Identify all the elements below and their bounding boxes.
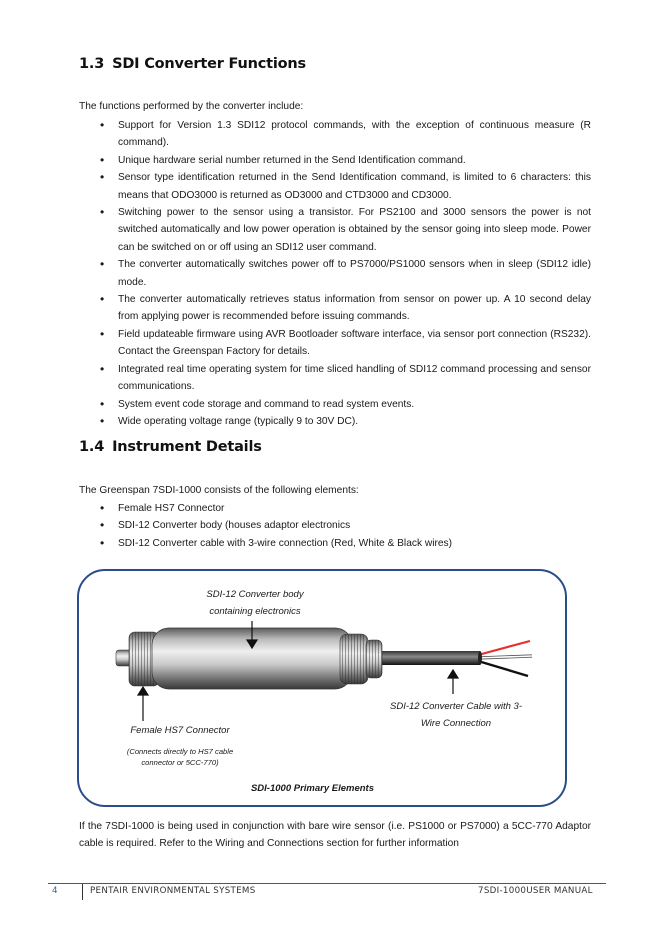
section-number: 1.4 bbox=[79, 439, 105, 455]
list-item: • SDI-12 Converter body (houses adaptor electronics bbox=[79, 517, 591, 534]
list-item: • SDI-12 Converter cable with 3-wire connection (Red, White & Black wires) bbox=[79, 535, 591, 552]
list-item: • Female HS7 Connector bbox=[79, 500, 591, 517]
black-wire bbox=[478, 661, 528, 676]
converter-cable bbox=[380, 651, 480, 665]
list-item: • Sensor type identification returned in the Send Identification command, is limited to 6 characters: this means that ODO3000 is returned as OD3000 and CTD3000 and CD3000. bbox=[79, 169, 591, 204]
footer-rule bbox=[48, 883, 606, 884]
list-item: • System event code storage and command to read system events. bbox=[79, 396, 591, 413]
connector-note: (Connects directly to HS7 cable connector or 5CC-770) bbox=[126, 747, 234, 767]
connector-arrow bbox=[138, 687, 148, 721]
list-item: • Support for Version 1.3 SDI12 protocol commands, with the exception of continuous measure (R command). bbox=[79, 117, 591, 152]
list-item: • Wide operating voltage range (typically 9 to 30V DC). bbox=[79, 413, 591, 430]
connector-label: Female HS7 Connector bbox=[130, 725, 230, 736]
list-item: • Unique hardware serial number returned in the Send Identification command. bbox=[79, 152, 591, 169]
list-item: • Field updateable firmware using AVR Bootloader software interface, via sensor port connection (RS232). Contact the Greenspan Factory for details. bbox=[79, 326, 591, 361]
section-number: 1.3 bbox=[79, 56, 105, 72]
footer-manual-title: 7SDI-1000USER MANUAL bbox=[478, 886, 593, 896]
cable-arrow bbox=[448, 670, 458, 694]
figure-caption: SDI-1000 Primary Elements bbox=[250, 783, 375, 794]
list-item: • Integrated real time operating system for time sliced handling of SDI12 command processing and sensor communications. bbox=[79, 361, 591, 396]
list-item: • The converter automatically retrieves status information from sensor on power up. A 10 second delay from applying power is recommended before issuing commands. bbox=[79, 291, 591, 326]
list-item: • Switching power to the sensor using a transistor. For PS2100 and 3000 sensors the power is not switched automatically and low power operation is obtained by the sensor going into sleep mode. Power can be switched on or off using an SDI12 user command. bbox=[79, 204, 591, 256]
list-item: • The converter automatically switches power off to PS7000/PS1000 sensors when in sleep (SDI12 idle) mode. bbox=[79, 256, 591, 291]
cable-label: SDI-12 Converter Cable with 3- Wire Connection bbox=[390, 701, 522, 729]
footer-divider bbox=[82, 884, 83, 900]
section-1-4-intro: The Greenspan 7SDI-1000 consists of the following elements: bbox=[79, 485, 359, 496]
red-wire bbox=[478, 641, 530, 655]
body-label: SDI-12 Converter body containing electronics bbox=[206, 589, 304, 617]
adaptor-note-paragraph: If the 7SDI-1000 is being used in conjunction with bare wire sensor (i.e. PS1000 or PS7000) a 5CC-770 Adaptor cable is required. Refer to the Wiring and Connections section for further information bbox=[79, 821, 591, 850]
section-title: Instrument Details bbox=[112, 439, 262, 455]
page-number: 4 bbox=[52, 886, 58, 896]
section-title: SDI Converter Functions bbox=[112, 56, 306, 72]
footer-company: PENTAIR ENVIRONMENTAL SYSTEMS bbox=[90, 886, 256, 896]
section-1-3-intro: The functions performed by the converter include: bbox=[79, 101, 304, 112]
